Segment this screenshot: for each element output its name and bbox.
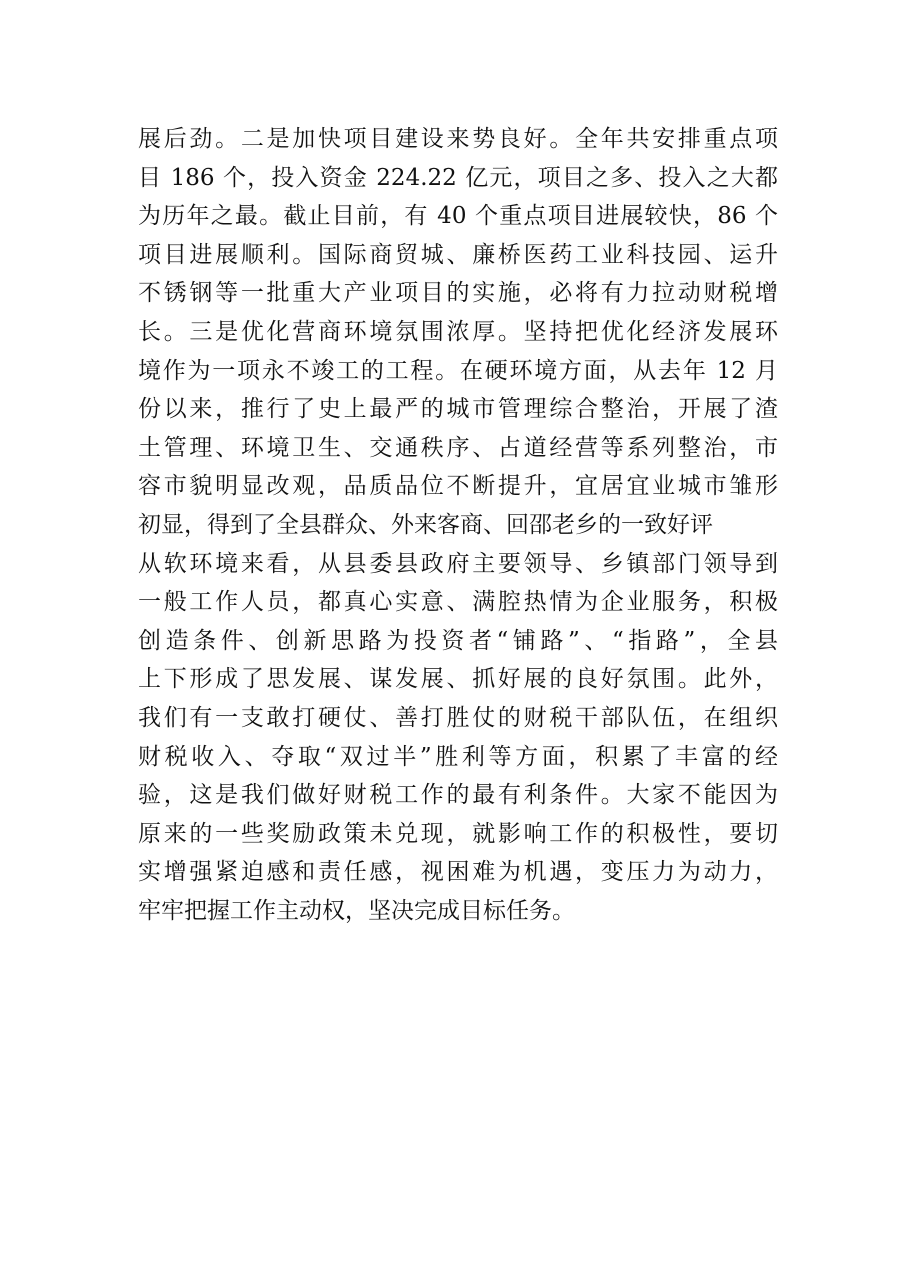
paragraph-line: 份以来，推行了史上最严的城市管理综合整治，开展了渣: [138, 396, 778, 423]
paragraph-line: 长。三是优化营商环境氛围浓厚。坚持把优化经济发展环: [138, 318, 778, 345]
paragraph-line: 牢牢把握工作主动权，坚决完成目标任务。: [138, 897, 575, 924]
paragraph-line: 实增强紧迫感和责任感，视困难为机遇，变压力为动力，: [138, 859, 778, 886]
paragraph-line: 我们有一支敢打硬仗、善打胜仗的财税干部队伍，在组织: [138, 704, 778, 731]
paragraph-line: 从软环境来看，从县委县政府主要领导、乡镇部门领导到: [138, 550, 778, 577]
paragraph-line: 不锈钢等一批重大产业项目的实施，必将有力拉动财税增: [138, 280, 778, 307]
paragraph-line: 目 186 个，投入资金 224.22 亿元，项目之多、投入之大都: [138, 164, 778, 191]
paragraph-line: 为历年之最。截止目前，有 40 个重点项目进展较快，86 个: [138, 203, 778, 230]
paragraph-line: 境作为一项永不竣工的工程。在硬环境方面，从去年 12 月: [138, 357, 778, 384]
paragraph-line: 创造条件、创新思路为投资者“铺路”、“指路”，全县: [138, 627, 778, 654]
paragraph-line: 项目进展顺利。国际商贸城、廉桥医药工业科技园、运升: [138, 241, 778, 268]
paragraph-line: 土管理、环境卫生、交通秩序、占道经营等系列整治，市: [138, 434, 778, 461]
paragraph-line: 财税收入、夺取“双过半”胜利等方面，积累了丰富的经: [138, 743, 778, 770]
paragraph-line: 初显，得到了全县群众、外来客商、回邵老乡的一致好评: [138, 511, 713, 538]
paragraph-line: 展后劲。二是加快项目建设来势良好。全年共安排重点项: [138, 126, 778, 152]
body-paragraph: [138, 120, 778, 930]
paragraph-line: 原来的一些奖励政策未兑现，就影响工作的积极性，要切: [138, 820, 778, 847]
paragraph-line: 一般工作人员，都真心实意、满腔热情为企业服务，积极: [138, 589, 778, 616]
paragraph-line: 容市貌明显改观，品质品位不断提升，宜居宜业城市雏形: [138, 473, 778, 500]
paragraph-line: 上下形成了思发展、谋发展、抓好展的良好氛围。此外，: [138, 666, 778, 693]
paragraph-line: 验，这是我们做好财税工作的最有利条件。大家不能因为: [138, 782, 778, 809]
